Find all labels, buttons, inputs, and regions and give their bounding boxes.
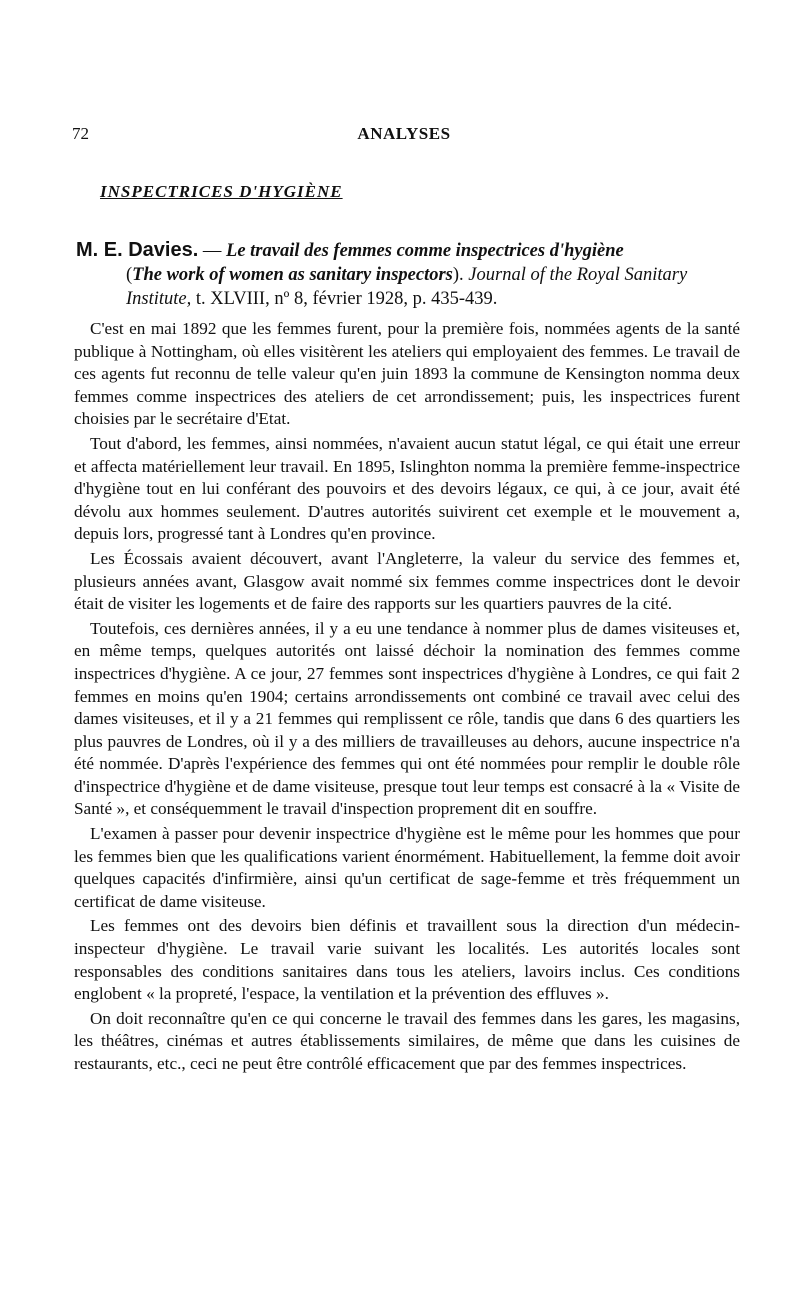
paragraph-6: Les femmes ont des devoirs bien définis et travaillent sous la direction d'un médecin-inspecteur d'hygiène. Le travail varie suivant les localités. Les autorités locales sont responsables des conditions sanitaires dans tous les ateliers, lavoirs inclus. Ces conditions englobent « la propreté, l'espace, la ventilation et la prévention des effluves ». [74,916,740,1004]
citation-journal: Journal of the Royal Sanitary Institute, [126,265,688,309]
page-header [72,124,736,148]
section-title: INSPECTRICES D'HYGIÈNE [100,182,343,201]
paragraph-5: L'examen à passer pour devenir inspectrice d'hygiène est le même pour les hommes que pour les femmes bien que les qualifications varient énormément. Habituellement, la femme doit avoir quelques capacités d'infirmière, ainsi qu'un certificat de sage-femme et très fréquemment un certificat de dame visiteuse. [74,824,740,911]
page-number: 72 [72,124,89,143]
article-body [74,318,740,1078]
paragraph-4: Toutefois, ces dernières années, il y a eu une tendance à nommer plus de dames visiteuses et, en même temps, quelques autorités ont laissé déchoir la nomination des femmes comme inspectrices d'hygiène. A ce jour, 27 femmes sont inspectrices d'hygiène à Londres, ce qui fait 2 femmes en moins qu'en 1904; certains arrondissements ont combiné ce travail avec celui des dames visiteuses, et il y a 21 femmes qui remplissent ce rôle, tandis que dans 6 des quartiers les plus pauvres de Londres, où il y a des milliers de travailleuses au dehors, aucune inspectrice n'a été nommée. D'après l'expérience des femmes qui ont été nommées pour remplir le double rôle d'inspectrice d'hygiène et de dame visiteuse, presque tout leur temps est consacré à la « Visite de Santé », et conséquemment le travail d'inspection proprement dit en souffre. [74,618,740,819]
citation-details: t. XLVIII, nº 8, février 1928, p. 435-439. [191,289,498,309]
citation-paren-close: ). [452,265,464,285]
citation-title-en: The work of women as sanitary inspectors [132,265,453,285]
citation-title-fr: Le travail des femmes comme inspectrices d'hygiène [226,241,624,261]
citation-continuation [76,263,752,311]
running-title: ANALYSES [357,124,451,143]
citation-author: M. E. Davies. [76,239,199,261]
paragraph-1: C'est en mai 1892 que les femmes furent, pour la première fois, nommées agents de la santé publique à Nottingham, où elles visitèrent les ateliers qui employaient des femmes. Le travail de ces agents fut reconnu de telle valeur qu'en juin 1893 la commune de Kensington nomma deux femmes comme inspectrices des ateliers de cet arrondissement; puis, les inspectrices furent choisies par le secrétaire d'Etat. [74,319,740,429]
citation-paren-open: ( [126,265,133,285]
article-citation [76,238,752,311]
paragraph-2: Tout d'abord, les femmes, ainsi nommées, n'avaient aucun statut légal, ce qui était une erreur et affecta matériellement leur travail. En 1895, Islinghton nomma la première femme-inspectrice d'hygiène tout en lui conférant des pouvoirs et des devoirs légaux, ce qui, à ce jour, avait été dévolu aux hommes seulement. D'autres autorités suivirent cet exemple et le mouvement a, depuis lors, progressé tant à Londres qu'en province. [74,433,740,544]
paragraph-3: Les Écossais avaient découvert, avant l'Angleterre, la valeur du service des femmes et, plusieurs années avant, Glasgow avait nommé six femmes comme inspectrices dont le devoir était de visiter les logements et de faire des rapports sur les quartiers pauvres de la cité. [74,548,740,614]
citation-dash: — [198,241,227,261]
paragraph-7: On doit reconnaître qu'en ce qui concerne le travail des femmes dans les gares, les magasins, les théâtres, cinémas et autres établissements similaires, de même que dans les cuisines de restaurants, etc., ceci ne peut être contrôlé efficacement que par des femmes inspectrices. [74,1008,740,1073]
